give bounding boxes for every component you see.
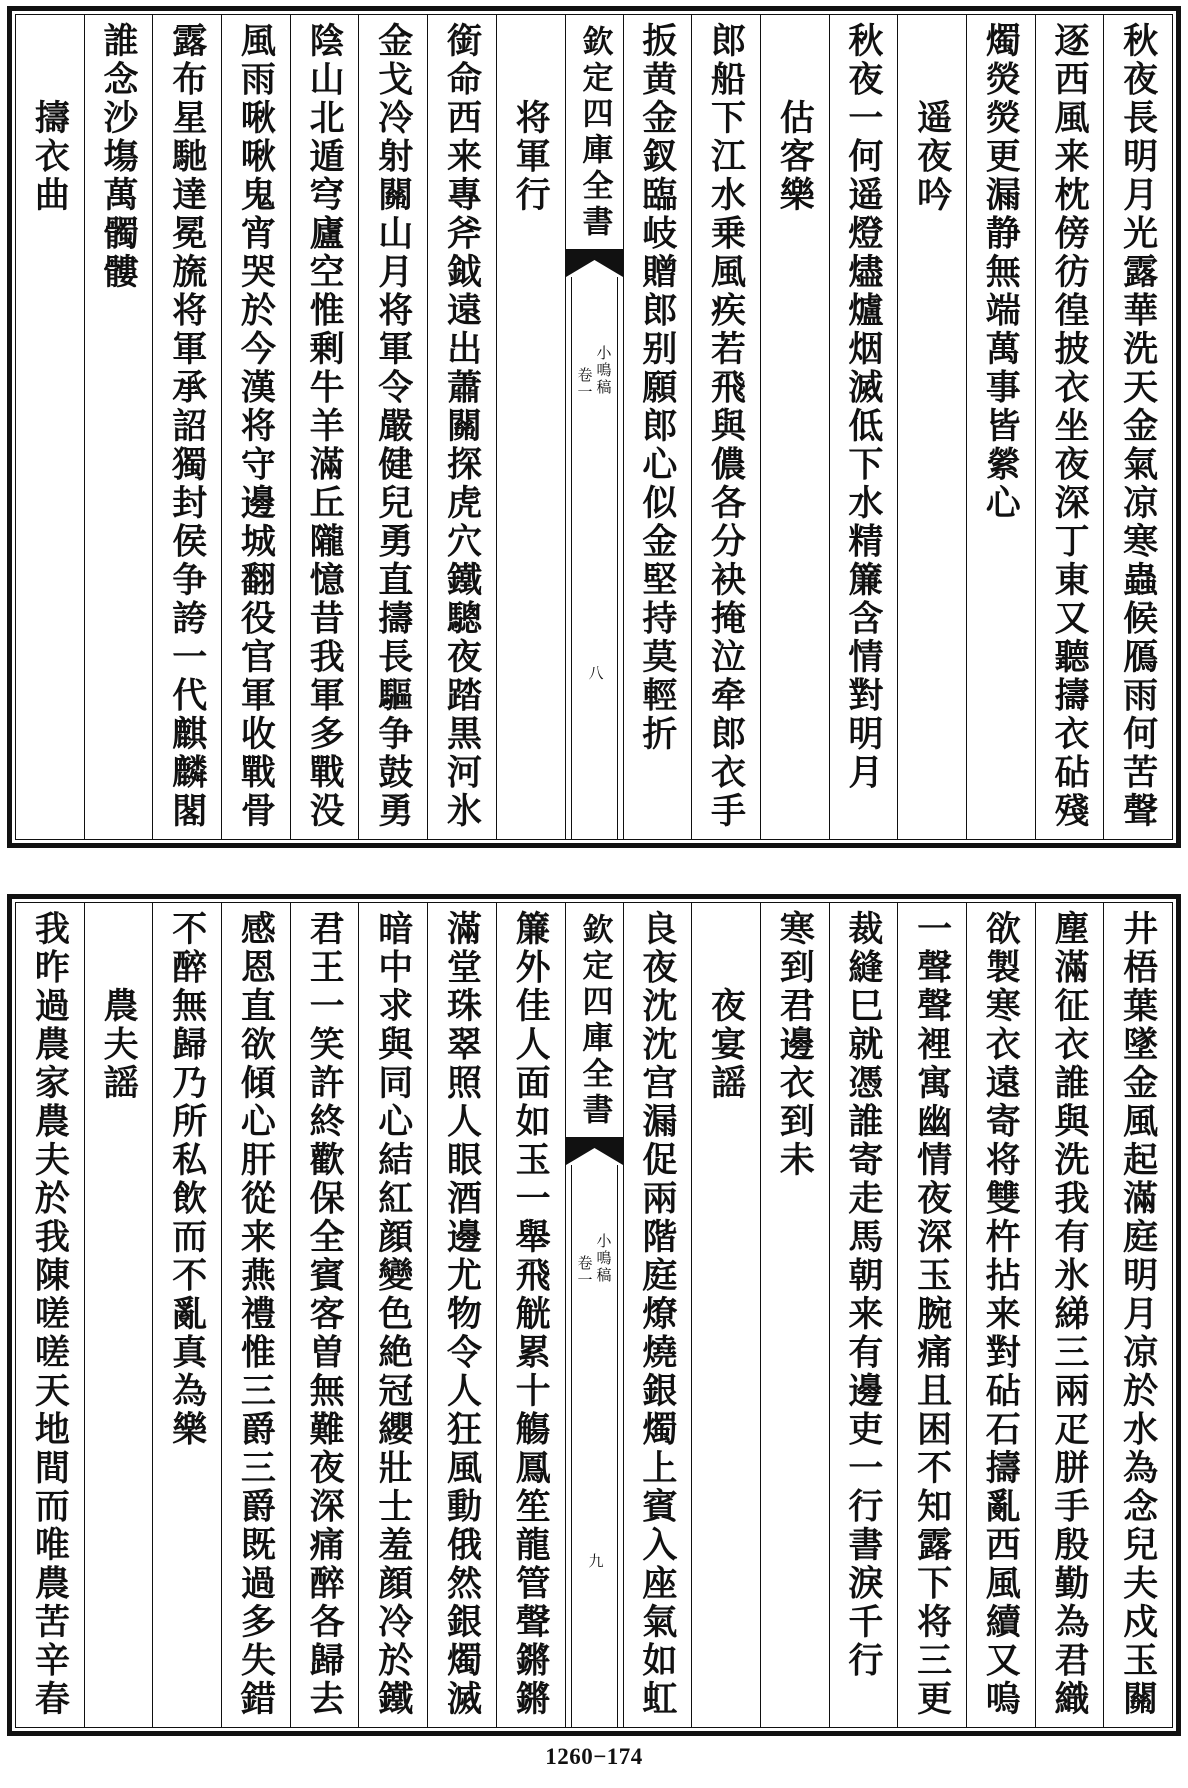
poem-title [84, 903, 153, 1727]
text-column [1103, 903, 1172, 1727]
column-text: 寒到君邊衣到未 [774, 910, 816, 1180]
column-text: 金戈冷射關山月将軍令嚴健兒勇直擣長驅争鼓勇 [372, 22, 414, 831]
page-columns [15, 14, 1173, 840]
column-text: 良夜沈沈宫漏促兩階庭燎燒銀燭上賓入座氣如虹 [636, 910, 678, 1719]
banner-book-title [566, 913, 623, 1129]
column-text: 滿堂珠翠照人眼酒邊尤物令人狂風動俄然銀燭滅 [441, 910, 483, 1719]
text-column [829, 15, 898, 839]
column-text: 不醉無歸乃所私飲而不亂真為樂 [166, 910, 208, 1449]
column-text: 逐西風来枕傍彷徨披衣坐夜深丁東又聽擣衣砧殘 [1048, 22, 1090, 831]
banner-work-title: 小鳴稿 [594, 1233, 613, 1284]
column-text: 塵滿征衣誰與洗我有氷綈三兩疋胼手殷勤為君織 [1048, 910, 1090, 1719]
poem-title-text: 遥夜吟 [911, 99, 953, 215]
text-column [427, 903, 496, 1727]
poem-title [691, 903, 760, 1727]
column-text: 井梧葉墜金風起滿庭明月凉於水為念兒夫戍玉關 [1117, 910, 1159, 1719]
banner-book-title-text: 欽定四庫全書 [576, 25, 613, 241]
text-column [358, 903, 427, 1727]
text-column [623, 903, 692, 1727]
text-column [358, 15, 427, 839]
page-columns [15, 902, 1173, 1728]
text-column [152, 903, 221, 1727]
poem-title-text: 擣衣曲 [29, 99, 71, 215]
column-text: 燭熒熒更漏静無端萬事皆縈心 [980, 22, 1022, 523]
banner-book-title [566, 25, 623, 241]
banner-leaf-number: 八 [586, 665, 605, 682]
poem-title-text: 農夫謡 [98, 987, 140, 1103]
column-text: 誰念沙塲萬髑髏 [98, 22, 140, 292]
poem-title [897, 15, 966, 839]
text-column [691, 15, 760, 839]
poem-title-text: 估客樂 [774, 99, 816, 215]
banner-book-title-text: 欽定四庫全書 [576, 913, 613, 1129]
scan-page-label: 1260−174 [545, 1744, 643, 1769]
poem-title-text: 夜宴謡 [705, 987, 747, 1103]
fish-tail-ornament [566, 249, 623, 279]
column-text: 銜命西来專斧鉞遠出蕭關探虎穴鐵驄夜踏黒河氷 [441, 22, 483, 831]
text-column [829, 903, 898, 1727]
text-column [221, 15, 290, 839]
poem-title-text: 将軍行 [510, 99, 552, 215]
text-column [897, 903, 966, 1727]
page-frame-top [7, 6, 1181, 848]
center-banner [565, 15, 623, 839]
banner-leaf-number: 九 [586, 1553, 605, 1570]
text-column [290, 903, 359, 1727]
column-text: 簾外佳人面如玉一舉飛觥累十觴鳳笙龍管聲鏘鏘 [510, 910, 552, 1719]
text-column [84, 15, 153, 839]
banner-volume: 卷一 [575, 367, 594, 401]
column-text: 陰山北遁穹廬空惟剰牛羊滿丘隴憶昔我軍多戰没 [304, 22, 346, 831]
column-text: 風雨啾啾鬼宵哭於今漢将守邊城翻役官軍收戰骨 [235, 22, 277, 831]
poem-title [760, 15, 829, 839]
text-column [966, 903, 1035, 1727]
text-column [760, 903, 829, 1727]
column-text: 扳黄金釵臨岐贈郎别願郎心似金堅持莫輕折 [636, 22, 678, 754]
center-banner [565, 903, 623, 1727]
text-column [152, 15, 221, 839]
poem-title [16, 15, 84, 839]
column-text: 郎船下江水乗風疾若飛與儂各分袂掩泣牵郎衣手 [705, 22, 747, 831]
text-column [623, 15, 692, 839]
text-column [290, 15, 359, 839]
text-column [496, 903, 565, 1727]
banner-work-title: 小鳴稿 [594, 345, 613, 396]
fish-tail-ornament [566, 1137, 623, 1167]
text-column [1035, 15, 1104, 839]
column-text: 秋夜長明月光露華洗天金氣凉寒蟲候鴈雨何苦聲 [1117, 22, 1159, 831]
column-text: 露布星馳達冕旒将軍承詔獨封侯争誇一代麒麟閣 [166, 22, 208, 831]
text-column [16, 903, 84, 1727]
text-column [427, 15, 496, 839]
banner-volume: 卷一 [575, 1255, 594, 1289]
text-column [966, 15, 1035, 839]
text-column [1035, 903, 1104, 1727]
column-text: 暗中求與同心結紅顔變色絶冠纓壯士羞顔冷於鐵 [372, 910, 414, 1719]
column-text: 欲製寒衣遠寄将雙杵拈来對砧石擣亂西風續又嗚 [980, 910, 1022, 1719]
column-text: 君王一笑許終歡保全賓客曽無難夜深痛醉各歸去 [304, 910, 346, 1719]
column-text: 感恩直欲傾心肝從来燕禮惟三爵三爵既過多失錯 [235, 910, 277, 1719]
column-text: 一聲聲裡寓幽情夜深玉腕痛且困不知露下将三更 [911, 910, 953, 1719]
column-text: 秋夜一何遥燈燼爐烟滅低下水精簾含情對明月 [842, 22, 884, 792]
column-text: 我昨過農家農夫於我陳嗟嗟天地間而唯農苦辛春 [29, 910, 71, 1719]
text-column [221, 903, 290, 1727]
text-column [1103, 15, 1172, 839]
column-text: 裁縫巳就憑誰寄走馬朝来有邊吏一行書淚千行 [842, 910, 884, 1680]
page-frame-bottom [7, 894, 1181, 1736]
poem-title [496, 15, 565, 839]
